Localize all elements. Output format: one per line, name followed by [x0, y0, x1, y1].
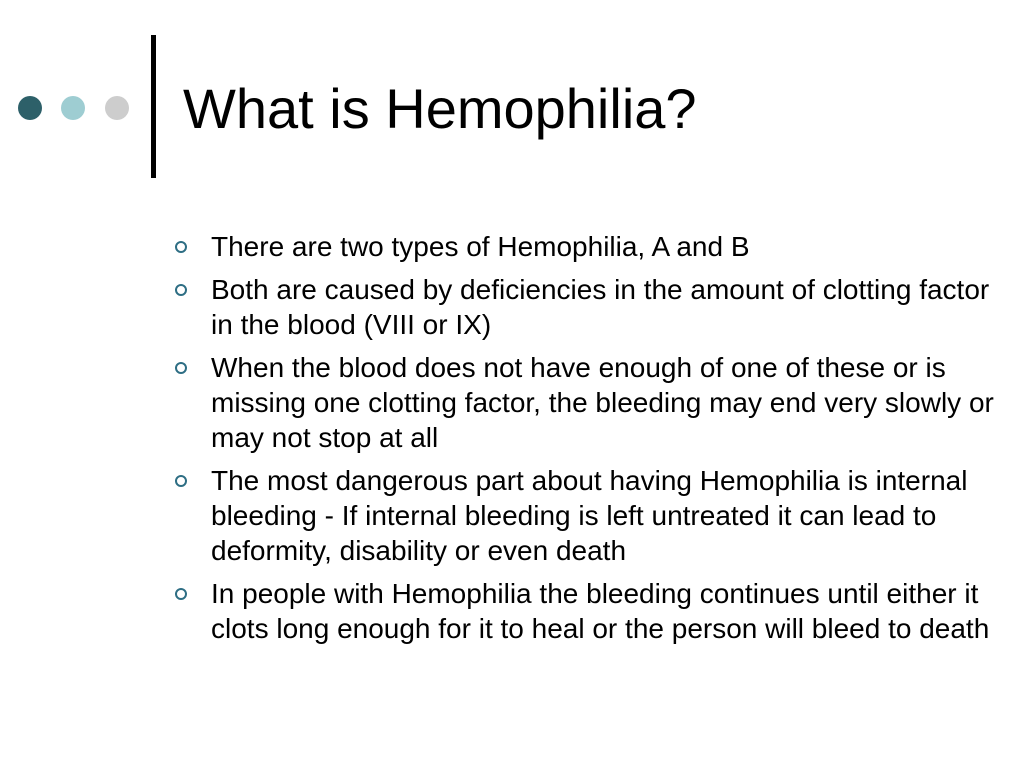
bullet-ring-icon [175, 362, 187, 374]
bullet-ring-icon [175, 588, 187, 600]
bullet-ring-icon [175, 475, 187, 487]
bullet-item [172, 229, 1002, 264]
bullet-list [172, 229, 1002, 654]
bullet-ring-icon [175, 284, 187, 296]
slide-title: What is Hemophilia? [183, 77, 697, 140]
bullet-item [172, 350, 1002, 455]
bullet-text: When the blood does not have enough of one of these or is missing one clotting factor, the bleeding may end very slowly or may not stop at all [211, 352, 994, 453]
bullet-text: The most dangerous part about having Hemophilia is internal bleeding - If internal bleeding is left untreated it can lead to deformity, disability or even death [211, 465, 968, 566]
bullet-text: Both are caused by deficiencies in the amount of clotting factor in the blood (VIII or IX) [211, 274, 990, 340]
title-divider [151, 35, 156, 178]
decorative-dot-dark [18, 96, 42, 120]
bullet-text: In people with Hemophilia the bleeding continues until either it clots long enough for it to heal or the person will bleed to death [211, 578, 990, 644]
bullet-item [172, 272, 1002, 342]
bullet-item [172, 576, 1002, 646]
decorative-dot-teal [61, 96, 85, 120]
bullet-item [172, 463, 1002, 568]
decorative-dot-gray [105, 96, 129, 120]
bullet-text: There are two types of Hemophilia, A and B [211, 231, 750, 262]
bullet-ring-icon [175, 241, 187, 253]
